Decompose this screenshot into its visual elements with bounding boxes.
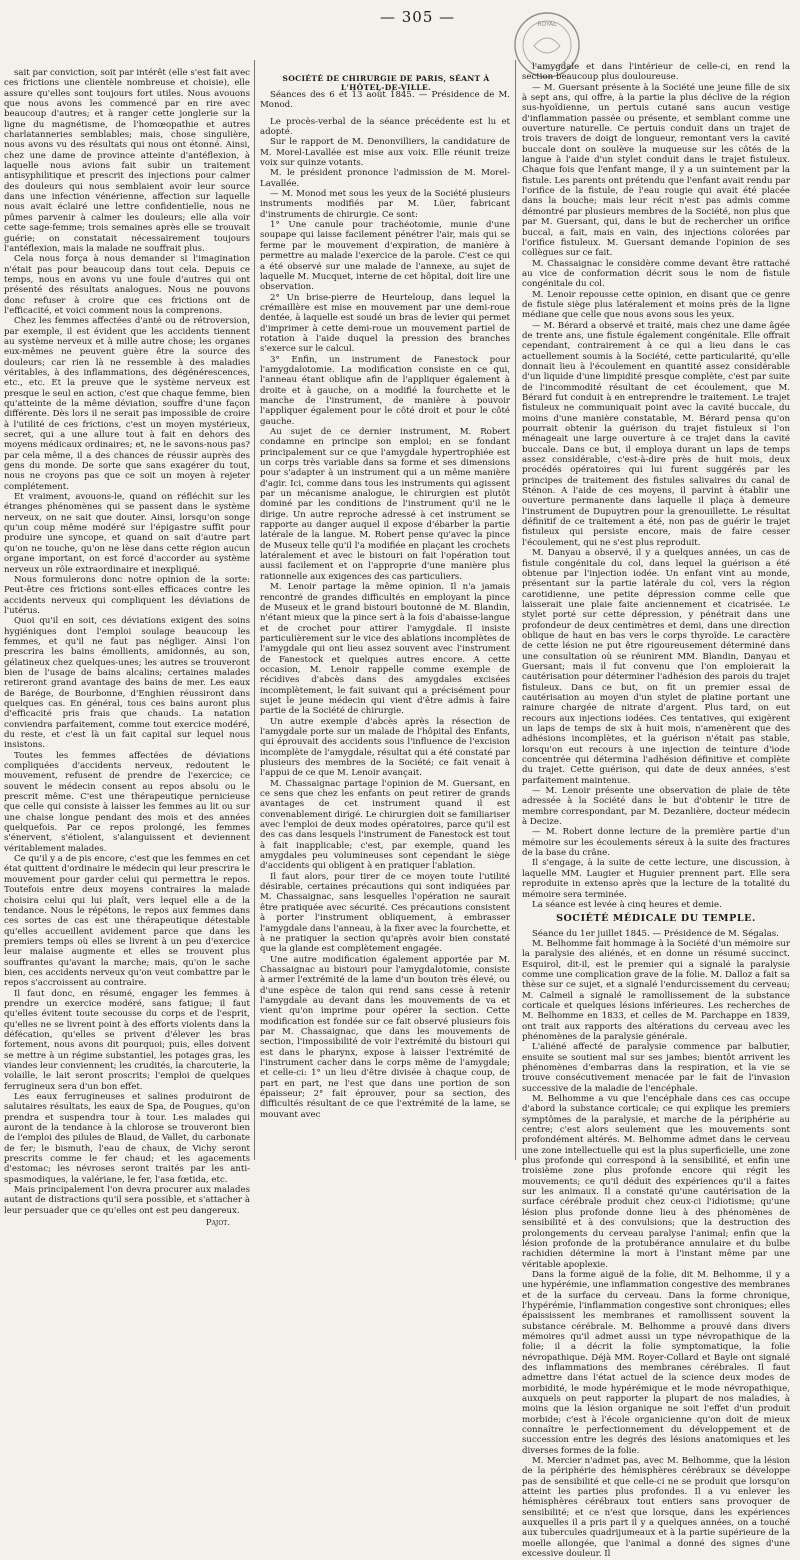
paragraph: La séance est levée à cinq heures et demie. (532, 899, 722, 910)
paragraph: Le procès-verbal de la séance précédente est lu et adopté. (260, 116, 510, 138)
paragraph: Au sujet de ce dernier instrument, M. Robert condamne en principe son emploi; en se fondant principalement sur ce que l'amygdale hypertrophiée est un corps très variable dans sa forme et ses dimensions pour s'adapter à un instrument qui a un même manière d'agir. Ici, comme dans tous les instruments qui agissent par un mécanisme analogue, le chirurgien est plutôt dominé par les conditions de l'instrument qu'il ne le dirige. Un autre reproche adressé à cet instrument se rapporte au danger auquel il expose d'ébarber la partie latérale de la langue. M. Robert pense qu'avec la pince de Museux telle qu'il l'a modifiée en plaçant les crochets latéralement et avec le bistouri on fait l'opération tout aussi facilement et on l'approprie d'une manière plus rationnelle aux exigences des cas particuliers. (260, 427, 510, 582)
paragraph: 2° Un brise-pierre de Heurteloup, dans lequel la crémaillère est mise en mouvement par une demi-roue dentée, à laquelle est soudé un bras de levier qui permet d'imprimer à cette demi-roue un mouvement partiel de rotation à l'aide duquel la pression des branches s'exerce sur le calcul. (260, 292, 510, 355)
page-number: — 305 — (380, 8, 456, 26)
paragraph: M. Chassaignac le considère comme devant être rattaché au vice de conformation décrit sous le nom de fistule congénitale du col. (522, 258, 790, 290)
paragraph: M. Mercier n'admet pas, avec M. Belhomme, que la lésion de la périphérie des hémisphères cérébraux se développe pas de sensibilité et que celle-ci ne se produit que lorsqu'on atteint les parties plus profondes. Il a vu enlever les hémisphères cérébraux tout entiers sans provoquer de sensibilité; et ce n'est que lorsque, dans les expériences auxquelles il a pris part il y a quelques années, on a touché aux tubercules quadrijumeaux et à la partie supérieure de la moelle allongée, que l'animal a donné des signes d'une excessive douleur. Il (522, 1456, 790, 1560)
paragraph: Un autre exemple d'abcès après la résection de l'amygdale porte sur un malade de l'hôpital des Enfants, qui éprouvait des accidents sous l'influence de l'excision incomplète de l'amygdale, résultat qui a été constaté par plusieurs des membres de la Société; ce fait venait à l'appui de ce que M. Lenoir avançait. (260, 716, 510, 779)
session-line: Séance du 1er juillet 1845. — Présidence de M. Ségalas. (532, 928, 779, 939)
paragraph: Il faut alors, pour tirer de ce moyen toute l'utilité désirable, certaines précautions qui sont indiquées par M. Chassaignac, sans lesquelles l'opération ne saurait être pratiquée avec sécurité. Ces précautions consistent à porter l'instrument obliquement, à embrasser l'amygdale dans l'anneau, à la fixer avec la fourchette, et à ne pratiquer la section qu'après avoir bien constaté que la glande est complètement engagée. (260, 871, 510, 955)
paragraph: Toutes les femmes affectées de déviations compliquées d'accidents nerveux, redoutent le mouvement, refusent de prendre de l'exercice; ce souvent le médecin consent au repos absolu ou le prescrit même. C'est une thérapeutique pernicieuse que celle qui consiste à laisser les femmes au lit ou sur une chaise longue pendant des mois et des années quelquefois. Par ce repos prolongé, les femmes s'énervent, s'étiolent, s'alanguissent et deviennent véritablement malades. (4, 750, 250, 854)
column-divider (254, 60, 255, 1160)
paragraph: Ce qu'il y a de pis encore, c'est que les femmes en cet état quittent d'ordinaire le médecin qui leur prescrira le mouvement pour garder celui qui permettra le repos. Toutefois entre deux moyens contraires la malade choisira celui qui lui plaît, vers lequel elle a de la tendance. Nous le répétons, le repos aux femmes dans ces sortes de cas est une thérapeutique détestable qu'elles accueillent avidement parce que dans les premiers temps où elles se livrent à un peu d'exercice leur malaise augmente et elles se trouvent plus souffrantes qu'avant la marche; mais, qu'on le sache bien, ces accidents nerveux qu'on veut combattre par le repos s'accroissent au contraire. (4, 854, 250, 989)
paragraph: Chez les femmes affectées d'anté ou de rétroversion, par exemple, il est évident que les accidents tiennent au système nerveux et à mille autre chose; les organes eux-mêmes ne peuvent guère être la source des douleurs; car rien là ne ressemble à des maladies véritables, à des inflammations, des dégénérescences, etc., etc. Et la preuve que le système nerveux est presque le seul en action, c'est que chaque femme, bien qu'atteinte de la même déviation, souffre d'une façon différente. Dès lors il ne serait pas impossible de croire à l'utilité de ces frictions, c'est un moyen mystérieux, secret, qui a une allure tout à fait en dehors des moyens médicaux ordinaires; et, ne le savons-nous pas? par cela même, il a des chances de réussir auprès des gens du monde. De sorte que sans exagérer du tout, nous ne croyons pas que ce soit un moyen à rejeter complétement. (4, 316, 250, 492)
paragraph: Et vraiment, avouons-le, quand on réfléchit sur les étranges phénomènes qui se passent dans le système nerveux, on ne sait que douter. Ainsi, lorsqu'on songe qu'un coup même modéré sur l'épigastre suffit pour produire une syncope, et quand on sait d'autre part qu'on ne touche, qu'on ne lèse dans cette région aucun organe important, on est forcé d'accorder au système nerveux un rôle extraordinaire et inexpliqué. (4, 492, 250, 575)
paragraph: — M. Bérard a observé et traité, mais chez une dame âgée de trente ans, une fistule également congénitale. Elle offrait cependant, contrairement à ce qui a lieu dans le cas actuellement soumis à la Société, cette particularité, qu'elle donnait lieu à l'écoulement en quantité assez considérable d'un liquide d'une limpidité presque complète, c'est par suite de l'incommodité résultant de cet écoulement, que M. Bérard fut conduit à en entreprendre le traitement. Le trajet fistuleux ne communiquait point avec la cavité buccale, du moins d'une manière constatable, M. Bérard pensa qu'on pourrait obtenir la guérison du trajet fistuleux si l'on ménageait une large ouverture à ce trajet dans la cavité buccale. Dans ce but, il employa durant un laps de temps assez considérable, c'est-à-dire près de huit mois, deux procédés opératoires qui lui furent suggérés par les principes de traitement des fistules salivaires du canal de Sténon. A l'aide de ces moyens, il parvint à établir une ouverture permanente dans laquelle il plaça à demeure l'instrument de Dupuytren pour la grenouillette. Le résultat définitif de ce traitement a été, non pas de guérir le trajet fistuleux qui persiste encore, mais de faire cesser l'écoulement, qui ne s'est plus reproduit. (522, 320, 790, 548)
paragraph: 3° Enfin, un instrument de Fanestock pour l'amygdalotomie. La modification consiste en ce qui, l'anneau étant oblique afin de l'appliquer également à droite et à gauche, on a modifié la fourchette et le manche de l'instrument, de manière à pouvoir l'appliquer également pour le côté droit et pour le côté gauche. (260, 354, 510, 427)
paragraph: M. Lenoir partage la même opinion. Il n'a jamais rencontré de grandes difficultés en employant la pince de Museux et le grand bistouri boutonné de M. Blandin, n'étant mieux que la pince sert à la fois d'abaisse-langue et de crochet pour attirer l'amygdale. Il insiste particulièrement sur le vice des ablations incomplètes de l'amygdale qui ont lieu assez souvent avec l'instrument de Fanestock et quelques autres encore. A cette occasion, M. Lenoir rappelle comme exemple de récidives d'abcès dans des amygdales excisées incomplètement, le fait suivant qui a précisément pour sujet le jeune médecin qui vient d'être admis à faire partie de la Société de chirurgie. (260, 582, 510, 717)
paragraph: M. Chassaignac partage l'opinion de M. Guersant, en ce sens que chez les enfants on peut retirer de grands avantages de cet instrument quand il est convenablement dirigé. Le chirurgien doit se familiariser avec l'emploi de deux modes opératoires, parce qu'il est des cas dans lesquels l'instrument de Fanestock est tout à fait inapplicable; c'est, par exemple, quand les amygdales peu volumineuses sont cependant le siège d'accidents qui obligent à en pratiquer l'ablation. (260, 778, 510, 872)
paragraph: M. le président prononce l'admission de M. Morel-Lavallée. (260, 168, 510, 189)
paragraph: sait par conviction, soit par intérêt (elle s'est fait avec ces frictions une clientèle nombreuse et choisie), elle assure qu'elles sont toujours fort utiles. Nous avouons que nous avons les commencé par en rire avec beaucoup d'autres; et à ranger cette jonglerie sur la ligne du magnétisme, de l'homœopathie et autres charlatanneries semblables; mais, chose singulière, nous avons vu des résultats qui nous ont étonné. Ainsi, chez une dame de province atteinte d'antéflexion, à laquelle nous avions fait subir un traitement antisyphilitique et prescrit des injections pour calmer des douleurs qui nous semblaient avoir leur source dans une infection vénérienne, affection sur laquelle nous avait éclairé une lettre confidentielle, nous ne pûmes parvenir à calmer les douleurs; elle alla voir cette sage-femme; trois semaines après elle se trouvait guérie; on constatait nécessairement toujours l'antéflexion, mais la malade ne souffrait plus. (4, 68, 250, 254)
paragraph: Nous formulerons donc notre opinion de la sorte: Peut-être ces frictions sont-elles efficaces contre les accidents nerveux qui compliquent les déviations de l'utérus. (4, 574, 250, 616)
paragraph: Dans la forme aiguë de la folie, dit M. Belhomme, il y a une hypérémie, une inflammation congestive des membranes et de la surface du cerveau. Dans la forme chronique, l'hypérémie, l'inflammation congestive sont chroniques; elles épaississent les membranes et ramollissent souvent la substance cérébrale. M. Belhomme a prouvé dans divers mémoires qu'il admet aussi un type névropathique de la folie; il a décrit la folie symptomatique, la folie névropathique. Déjà MM. Royer-Collard et Bayle ont signalé des inflammations des membranes cérébrales. Il faut admettre dans l'état actuel de la science deux modes de morbidité, le mode hypérémique et le mode névropathique, auxquels on peut rapporter la plupart de nos maladies, à moins que la lésion organique ne soit l'effet d'un produit morbide; c'est à l'école organicienne qu'on doit de mieux connaître le perfectionnement du développement et de succession entre les degrés des lésions anatomiques et les diverses formes de la folie. (522, 1269, 790, 1456)
section-heading: SOCIÉTÉ DE CHIRURGIE DE PARIS, SÉANT À L'HÔTEL-DE-VILLE. (282, 74, 490, 92)
paragraph: l'amygdale et dans l'intérieur de celle-ci, en rend la section beaucoup plus douloureuse. (522, 62, 790, 83)
column-right (522, 62, 790, 1560)
paragraph: Il s'engage, à la suite de cette lecture, une discussion, à laquelle MM. Laugier et Huguier prennent part. Elle sera reproduite in extenso après que la lecture de la totalité du mémoire sera terminée. (522, 858, 790, 900)
paragraph: M. Lenoir repousse cette opinion, en disant que ce genre de fistule siège plus latéralement et moins près de la ligne médiane que celle que nous avons sous les yeux. (522, 289, 790, 321)
paragraph: Mais principalement l'on devra procurer aux malades autant de distractions qu'il sera possible, et s'attacher à leur persuader que ce qu'elles ont est peu dangereux. (4, 1185, 250, 1216)
paragraph: — M. Monod met sous les yeux de la Société plusieurs instruments modifiés par M. Lüer, fabricant d'instruments de chirurgie. Ce sont: (260, 189, 510, 220)
paragraph: — M. Robert donne lecture de la première partie d'un mémoire sur les écoulements séreux à la suite des fractures de la base du crâne. (522, 827, 790, 859)
paragraph: Il faut donc, en résumé, engager les femmes à prendre un exercice modéré, sans fatigue; il faut qu'elles évitent toute secousse du corps et de l'esprit, qu'elles ne se livrent point à des efforts violents dans la défécation, qu'elles se privent d'élever les bras fortement, nous avons dit pourquoi; puis, elles doivent se mettre à un régime substantiel, les potages gras, les viandes leur conviennent; les crudités, la charcuterie, la volaille, le lait seront proscrits; l'emploi de quelques ferrugineux sera d'un bon effet. (4, 988, 250, 1092)
author-signature: Pajot. (205, 1218, 230, 1229)
session-line: Séances des 6 et 13 août 1845. — Présidence de M. Monod. (260, 90, 510, 111)
paragraph: 1° Une canule pour trachéotomie, munie d'une soupape qui laisse facilement pénétrer l'air, mais qui se ferme par le mouvement d'expiration, de manière à permettre au malade l'exercice de la parole. C'est ce qui a été observé sur une malade de l'annexe, au sujet de laquelle M. Mucquet, interne de cet hôpital, doit lire une observation. (260, 220, 510, 293)
paragraph: Cela nous força à nous demander si l'imagination n'était pas pour beaucoup dans tout cela. Depuis ce temps, nous en avons vu une foule d'autres qui ont présenté des résultats analogues. Nous ne pouvons donc refuser à croire que ces frictions ont de l'efficacité, et voici comment nous la comprenons. (4, 254, 250, 316)
column-left (4, 68, 250, 1229)
paragraph: — M. Lenoir présente une observation de plaie de tête adressée à la Société dans le but d'obtenir le titre de membre correspondant, par M. Dezanlière, docteur médecin à Decize. (522, 786, 790, 828)
paragraph: Les eaux ferrugineuses et salines produiront de salutaires résultats, les eaux de Spa, de Pougues, qu'on prendra et suspendra tour à tour. Les malades qui auront de la tendance à la chlorose se trouveront bien de l'emploi des pilules de Blaud, de Vallet, du carbonate de fer; le bismuth, l'eau de chaux, de Vichy seront prescrits comme le fer chaud; et les agacements d'estomac; les névroses seront traités par les anti-spasmodiques, la valériane, le fer, l'asa fœtida, etc. (4, 1092, 250, 1185)
paragraph: Une autre modification également apportée par M. Chassaignac au bistouri pour l'amygdalotomie, consiste à armer l'extrémité de la lame d'un bouton très élevé, ou d'une espèce de talon qui rend sans cesse à retenir l'amygdale au devant dans les mouvements de va et vient qu'on imprime pour opérer la section. Cette modification est fondée sur ce fait observé plusieurs fois par M. Chassaignac, que dans les mouvements de section, l'impossibilité de voir l'extrémité du bistouri qui est dans le pharynx, expose à laisser l'extrémité de l'instrument cacher dans le corps même de l'amygdale; et celle-ci: 1° un lieu d'être divisée à chaque coup, de part en part, ne l'est que dans une portion de son épaisseur; 2° fait éprouver, pour sa section, des difficultés résultant de ce que l'extrémité de la lame, se mouvant avec (260, 954, 510, 1120)
paragraph: M. Danyau a observé, il y a quelques années, un cas de fistule congénitale du col, dans lequel la guérison a été obtenue par l'injection iodée. Un enfant vint au monde, présentant sur la partie latérale du col, vers la région carotidienne, une petite dépression comme celle que laisserait une plaie faite anciennement et cicatrisée. Le stylet porté sur cette dépression, y pénétrait dans une profondeur de deux centimètres et demi, dans une direction oblique de haut en bas vers le corps thyroïde. Le caractère de cette lésion ne put être rigoureusement déterminé dans une consultation où se réunirent MM. Blandin, Danyau et Guersant; mais il fut convenu que l'on emploierait la cautérisation pour déterminer l'adhésion des parois du trajet fistuleux. Dans ce but, on fit un premier essai de cautérisation au moyen d'un stylet de platine portant une rainure chargée de nitrate d'argent. Plus tard, on eut recours aux injections iodées. Ces tentatives, qui exigèrent un laps de temps de six à huit mois, n'amenèrent que des adhésions incomplètes, et la guérison n'était pas stable, lorsqu'on eut recours à une injection de teinture d'iode concentrée qui détermina l'adhésion définitive et complète du trajet. Cette guérison, qui date de deux années, s'est parfaitement maintenue. (522, 548, 790, 786)
paragraph: M. Belhomme fait hommage à la Société d'un mémoire sur la paralysie des aliénés, et en donne un résumé succinct. Esquirol, dit-il, est le premier qui a signalé la paralysie comme une complication grave de la folie. M. Dalloz a fait sa thèse sur ce sujet, et a signalé l'endurcissement du cerveau; M. Calmeil a signalé le ramollissement de la substance corticale et quelques lésions inférieures. Les recherches de M. Belhomme en 1833, et celles de M. Parchappe en 1839, ont trait aux rapports des altérations du cerveau avec les phénomènes de la paralysie générale. (522, 938, 790, 1042)
paragraph: M. Belhomme a vu que l'encéphale dans ces cas occupe d'abord la substance corticale; ce qui explique les premiers symptômes de la paralysie, et marche de la périphérie au centre; c'est alors seulement que les mouvements sont profondément altérés. M. Belhomme admet dans le cerveau une zone intellectuelle qui est la plus superficielle, une zone plus profonde qui correspond à la sensibilité, et enfin une troisième zone plus profonde encore qui régit les mouvements; ce qu'il déduit des expériences qu'il a faites sur les animaux. Il a constaté qu'une cautérisation de la surface cérébrale produit chez ceux-ci l'idiotisme; qu'une lésion plus profonde donne lieu à des phénomènes de sensibilité et à des convulsions; que la destruction des prolongements du cerveau paralyse l'animal; enfin que la lésion profonde de la protubérance annulaire et du bulbe rachidien détermine la mort à l'instant même par une véritable apoplexie. (522, 1094, 790, 1270)
section-heading: SOCIÉTÉ MÉDICALE DU TEMPLE. (556, 913, 756, 925)
paragraph: L'aliéné affecté de paralysie commence par balbutier, ensuite se soutient mal sur ses jambes; bientôt arrivent les phénomènes d'embarras dans la respiration, et la vie se trouve consécutivement menacée par le fait de l'invasion successive de la maladie de l'encéphale. (522, 1042, 790, 1094)
column-divider (515, 60, 516, 1160)
paragraph: Quoi qu'il en soit, ces déviations exigent des soins hygiéniques dont l'emploi soulage beaucoup les femmes, et qu'il ne faut pas négliger. Ainsi l'on prescrira les bains émollients, amidonnés, au son, gélatineux chez quelques-unes; les autres se trouveront bien de l'usage de bains alcalins; certaines malades retireront grand avantage des bains de mer. Les eaux de Barége, de Bourbonne, d'Enghien réussiront dans quelques cas. En général, tous ces bains auront plus d'efficacité pris frais que chauds. La natation conviendra parfaitement, comme tout exercice modéré, du reste, et c'est là un fait capital sur lequel nous insistons. (4, 616, 250, 751)
svg-text:ROYAL: ROYAL (537, 21, 557, 28)
column-middle (260, 90, 510, 1162)
paragraph: Sur le rapport de M. Denonvilliers, la candidature de M. Morel-Lavallée est mise aux voix. Elle réunit treize voix sur quinze votants. (260, 137, 510, 169)
paragraph: — M. Guersant présente à la Société une jeune fille de six à sept ans, qui offre, à la partie la plus déclive de la région sus-hyoïdienne, un pertuis cutané sans aucun vestige d'inflammation passée ou présente, et semblant comme une ouverture naturelle. Ce pertuis conduit dans un trajet de trois travers de doigt de longueur, remontant vers la cavité buccale dont on soulève la muqueuse sur les côtés de la langue à l'aide d'un stylet conduit dans le trajet fistuleux. Chaque fois que l'enfant mange, il y a un suintement par la fistule. Les parents ont prétendu que l'enfant avait rendu par l'orifice de la fistule, de l'eau rougie qui avait été placée dans la bouche; mais leur récit n'est pas admis comme démontré par plusieurs membres de la Société, non plus que par M. Guersant, qui, dans le but de rechercher un orifice buccal, a fait, mais en vain, des injections colorées par l'orifice fistuleux. M. Guersant demande l'opinion de ses collègues sur ce fait. (522, 82, 790, 259)
